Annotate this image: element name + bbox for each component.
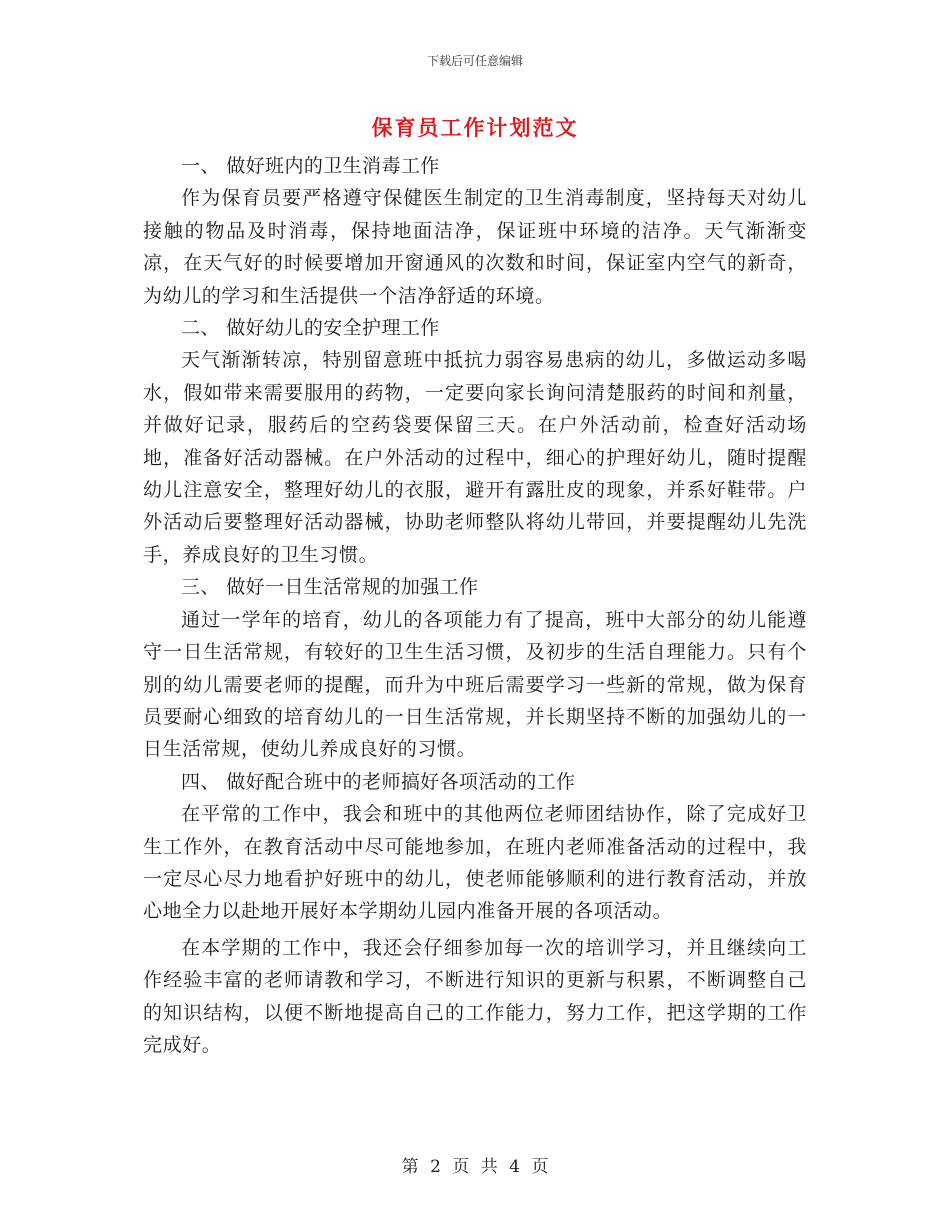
section-heading-1: 一、 做好班内的卫生消毒工作 <box>181 155 440 177</box>
body-paragraph-4: 在平常的工作中，我会和班中的其他两位老师团结协作，除了完成好卫生工作外，在教育活动中尽可能地参加，在班内老师准备活动的过程中，我一定尽心尽力地看护好班中的幼儿，使老师能够顺利的进行教育活动，并放心地全力以赴地开展好本学期幼儿园内准备开展的各项活动。 <box>143 803 807 923</box>
body-paragraph-5: 在本学期的工作中，我还会仔细参加每一次的培训学习，并且继续向工作经验丰富的老师请教和学习，不断进行知识的更新与积累，不断调整自己的知识结构，以便不断地提高自己的工作能力，努力工作，把这学期的工作完成好。 <box>143 936 807 1056</box>
section-heading-4: 四、 做好配合班中的老师搞好各项活动的工作 <box>181 770 576 793</box>
page-number-footer: 第 2 页 共 4 页 <box>401 1157 549 1177</box>
body-paragraph-3: 通过一学年的培育，幼儿的各项能力有了提高，班中大部分的幼儿能遵守一日生活常规，有较好的卫生生活习惯，及初步的生活自理能力。只有个别的幼儿需要老师的提醒，而升为中班后需要学习一些新的常规，做为保育员要耐心细致的培育幼儿的一日生活常规，并长期坚持不断的加强幼儿的一日生活常规，使幼儿养成良好的习惯。 <box>143 608 807 761</box>
document-title: 保育员工作计划范文 <box>371 115 579 140</box>
body-paragraph-2: 天气渐渐转凉，特别留意班中抵抗力弱容易患病的幼儿，多做运动多喝水，假如带来需要服用的药物，一定要向家长询问清楚服药的时间和剂量，并做好记录，服药后的空药袋要保留三天。在户外活动前，检查好活动场地，准备好活动器械。在户外活动的过程中，细心的护理好幼儿，随时提醒幼儿注意安全，整理好幼儿的衣服，避开有露肚皮的现象，并系好鞋带。户外活动后要整理好活动器械，协助老师整队将幼儿带回，并要提醒幼儿先洗手，养成良好的卫生习惯。 <box>143 349 807 566</box>
page-header-note: 下载后可任意编辑 <box>426 54 523 68</box>
section-heading-2: 二、 做好幼儿的安全护理工作 <box>181 317 440 340</box>
document-body <box>143 150 807 1061</box>
section-heading-3: 三、 做好一日生活常规的加强工作 <box>181 576 479 599</box>
body-paragraph-1: 作为保育员要严格遵守保健医生制定的卫生消毒制度，坚持每天对幼儿接触的物品及时消毒，保持地面洁净，保证班中环境的洁净。天气渐渐变凉，在天气好的时候要增加开窗通风的次数和时间，保证室内空气的新奇，为幼儿的学习和生活提供一个洁净舒适的环境。 <box>143 187 807 307</box>
